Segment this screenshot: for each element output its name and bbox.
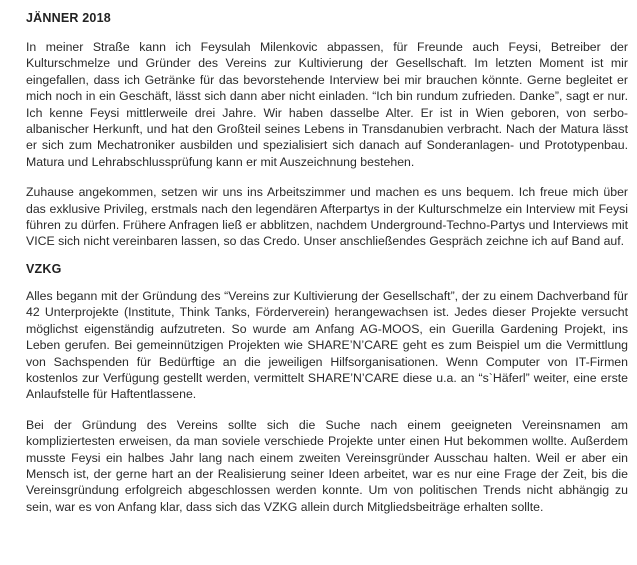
paragraph-vereinsgruendung: Alles begann mit der Gründung des “Vereins zur Kultivierung der Gesellschaft”, der zu einem Dachverband für 42 Unterprojekte (Institute, Think Tanks, Förderverein) herangewachsen ist. Jedes dieser Projekte versucht möglichst eigenständig aufzutreten. So wurde am Anfang AG-MOOS, ein Guerilla Gardening Projekt, ins Leben gerufen. Bei gemeinnützigen Projekten wie SHARE’N’CARE geht es zum Beispiel um die Vermittlung von Sachspenden für Bedürftige an die jeweiligen Hilfsorganisationen. Wenn Computer von IT-Firmen kostenlos zur Verfügung gestellt werden, vermittelt SHARE’N’CARE diese u.a. an “s`Häferl” weiter, eine erste Anlaufstelle für Haftentlassene. — [26, 288, 628, 402]
paragraph-intro: In meiner Straße kann ich Feysulah Milenkovic abpassen, für Freunde auch Feysi, Betreiber der Kulturschmelze und Gründer des Vereins zur Kultivierung der Gesellschaft. Im letzten Moment ist mir eingefallen, dass ich Getränke für das bevorstehende Interview bei mir brauchen könnte. Gerne begleitet er mich noch in ein Geschäft, lässt sich dann aber nicht einladen. “Ich bin rundum zufrieden. Danke”, sagt er nur. Ich kenne Feysi mittlerweile drei Jahre. Wir haben dasselbe Alter. Er ist in Wien geboren, von serbo-albanischer Herkunft, und hat den Großteil seines Lebens in Transdanubien verbracht. Nach der Matura lässt er sich zum Mechatroniker ausbilden und spezialisiert sich danach auf Sonderanlagen- und Prototypenbau. Matura und Lehrabschlussprüfung kann er mit Auszeichnung bestehen. — [26, 40, 628, 169]
paragraph-vereinsname: Bei der Gründung des Vereins sollte sich die Suche nach einem geeigneten Vereinsnamen am kompliziertesten erweisen, da man soviele verschiede Projekte unter einen Hut bekommen wollte. Außerdem musste Feysi ein halbes Jahr lang nach einem zweiten Vereinsgründer Ausschau halten. Weil er aber ein Mensch ist, der gerne hart an der Realisierung seiner Ideen arbeitet, war es nur eine Frage der Zeit, bis die Vereinsgründung erfolgreich abgeschlossen werden konnte. Um von politischen Trends nicht abhängig zu sein, war es von Anfang klar, dass sich das VZKG allein durch Mitgliedsbeiträge erhalten sollte. — [26, 417, 628, 514]
section-heading-vzkg: VZKG — [26, 261, 62, 276]
section-heading-januar-2018: JÄNNER 2018 — [26, 11, 111, 25]
paragraph-arbeitszimmer: Zuhause angekommen, setzen wir uns ins Arbeitszimmer und machen es uns bequem. Ich freue mich über das exklusive Privileg, erstmals nach den legendären Afterpartys in der Kulturschmelze ein Interview mit Feysi führen zu dürfen. Frühere Anfragen ließ er abblitzen, nachdem Underground-Techno-Partys und Interviews mit VICE sich nicht vereinbaren lassen, so das Credo. Unser anschließendes Gespräch zeichne ich auf Band auf. — [26, 185, 628, 249]
